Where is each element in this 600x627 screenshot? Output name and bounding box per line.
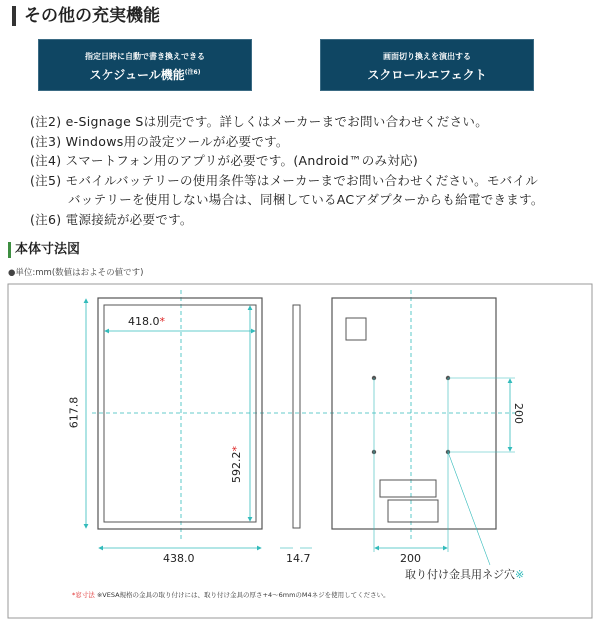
side-view	[293, 305, 300, 528]
window-height-label: 592.2*	[230, 446, 243, 483]
note: (注3) Windows用の設定ツールが必要です。	[30, 133, 289, 149]
section-title: その他の充実機能	[12, 6, 160, 26]
feature-note: (注6)	[184, 69, 201, 76]
note: (注2) e-Signage Sは別売です。詳しくはメーカーまでお問い合わせください。	[30, 114, 488, 129]
front-view	[98, 298, 262, 529]
depth-label: 14.7	[286, 552, 311, 565]
back-view	[332, 298, 496, 529]
dimension-arrows	[86, 299, 510, 548]
feature-sub: 画面切り換えを演出する	[383, 52, 471, 61]
extension-lines	[280, 378, 515, 565]
unit-note: ●単位:mm(数値はおよその値です)	[8, 268, 144, 278]
vesa-h-label: 200	[400, 552, 421, 565]
height-label: 617.8	[67, 396, 81, 429]
note: (注4) スマートフォン用のアプリが必要です。(Android™のみ対応)	[30, 153, 419, 168]
dimension-title: 本体寸法図	[8, 242, 80, 258]
feature-title: スケジュール機能	[89, 68, 185, 82]
window-width-label: 418.0*	[128, 315, 165, 328]
feature-title: スクロールエフェクト	[367, 68, 487, 82]
note: バッテリーを使用しない場合は、同梱しているACアダプターからも給電できます。	[68, 192, 544, 207]
note: (注6) 電源接続が必要です。	[30, 211, 193, 227]
vesa-v-label: 200	[512, 403, 525, 424]
note: (注5) モバイルバッテリーの使用条件等はメーカーまでお問い合わせください。モバイル	[30, 172, 539, 188]
width-label: 438.0	[163, 552, 195, 565]
vesa-holes	[372, 376, 450, 454]
footnote: *窓寸法 ※VESA規格の金具の取り付けには、取り付け金具の厚さ+4～6mmのM4ネジを使用してください。	[72, 591, 390, 599]
screw-label: 取り付け金具用ネジ穴※	[405, 568, 525, 581]
feature-sub: 指定日時に自動で書き換えできる	[85, 52, 205, 61]
